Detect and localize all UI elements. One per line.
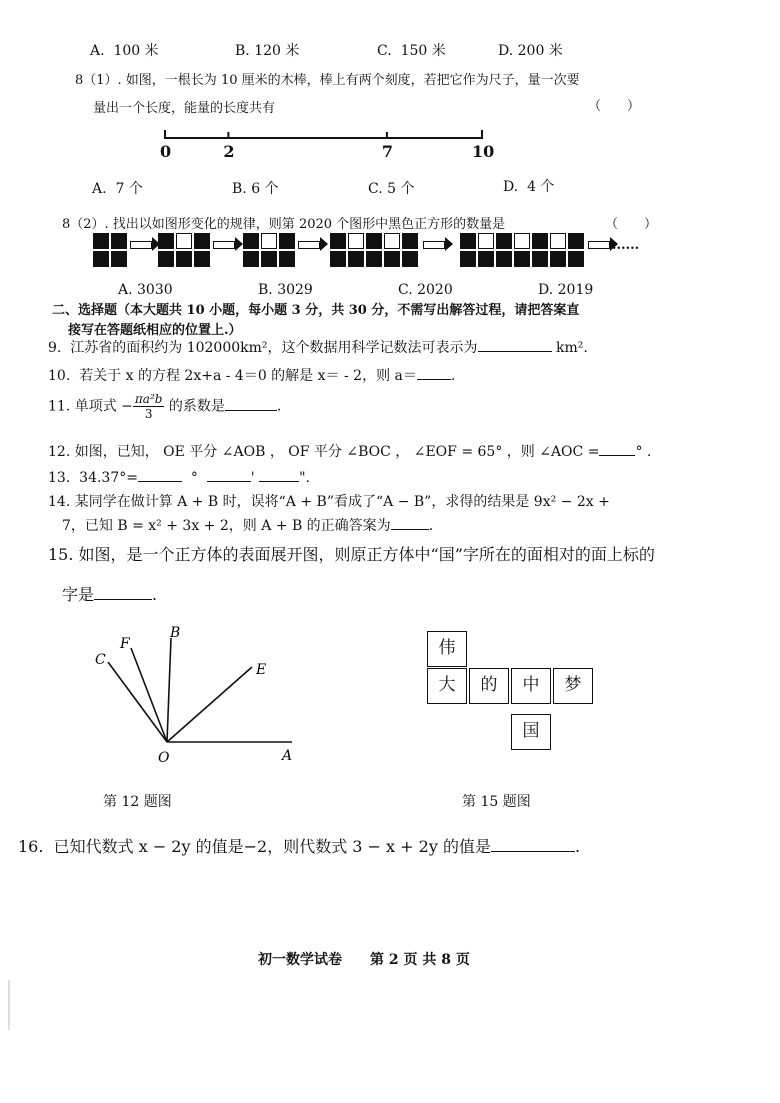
q11-fraction bbox=[133, 392, 165, 421]
pattern-square-black bbox=[176, 251, 192, 267]
pattern-square-black bbox=[158, 233, 174, 249]
label-b: B bbox=[170, 625, 181, 641]
pattern-square-black bbox=[532, 233, 548, 249]
pattern-square-white bbox=[348, 233, 364, 249]
pattern-square-black bbox=[496, 251, 512, 267]
pattern-square-black bbox=[384, 251, 400, 267]
pattern-square-black bbox=[158, 251, 174, 267]
pattern-square-black bbox=[366, 251, 382, 267]
pattern-square-black bbox=[243, 251, 259, 267]
net-cell: 伟 bbox=[427, 631, 467, 667]
q15-end: . bbox=[152, 585, 158, 604]
pattern-square-black bbox=[568, 251, 584, 267]
q10-answer-blank[interactable] bbox=[417, 365, 451, 380]
q13-second-blank[interactable] bbox=[259, 467, 299, 482]
q13-text: 13. 34.37°= bbox=[48, 470, 138, 486]
q12-end: ° . bbox=[635, 444, 652, 460]
net-cell: 的 bbox=[469, 668, 509, 704]
ray-oc bbox=[108, 662, 167, 742]
label-e: E bbox=[256, 662, 267, 678]
label-c: C bbox=[95, 652, 106, 668]
pattern-square-black bbox=[111, 233, 127, 249]
pattern-square-black bbox=[330, 233, 346, 249]
pattern-square-white bbox=[514, 233, 530, 249]
ruler-tick-label: 0 bbox=[160, 142, 172, 161]
pattern-ellipsis: ...... bbox=[612, 238, 640, 253]
q12-answer-blank[interactable] bbox=[599, 441, 635, 456]
pattern-square-black bbox=[460, 251, 476, 267]
q13-minute-mark: ' bbox=[250, 470, 255, 486]
q9 bbox=[48, 337, 588, 357]
q12 bbox=[48, 441, 651, 461]
pattern-square-black bbox=[93, 233, 109, 249]
pattern-square-black bbox=[496, 233, 512, 249]
ray-ob bbox=[167, 638, 171, 742]
q15-line2-wrap bbox=[62, 582, 157, 605]
q11-prefix: 11. 单项式 − bbox=[48, 398, 133, 415]
pattern-arrow-icon bbox=[213, 241, 235, 249]
net-cell: 国 bbox=[511, 714, 551, 750]
ruler-figure bbox=[150, 122, 510, 162]
fig15-caption: 第 15 题图 bbox=[462, 794, 531, 810]
pattern-square-black bbox=[279, 251, 295, 267]
label-a: A bbox=[282, 748, 293, 764]
pattern-square-black bbox=[261, 251, 277, 267]
q8-2-answer-paren: （ ） bbox=[605, 217, 658, 232]
section2-heading-line2: 接写在答题纸相应的位置上.） bbox=[68, 323, 242, 338]
fig12-caption: 第 12 题图 bbox=[103, 794, 172, 810]
pattern-square-black bbox=[330, 251, 346, 267]
section2-heading-line1: 二、选择题（本大题共 10 小题，每小题 3 分，共 30 分，不需写出解答过程，请把答案直 bbox=[52, 303, 580, 318]
ruler-tick-label: 2 bbox=[223, 142, 235, 161]
pattern-arrow-icon bbox=[130, 241, 152, 249]
q14-answer-blank[interactable] bbox=[391, 515, 429, 530]
q11 bbox=[48, 392, 281, 421]
pattern-square-black bbox=[366, 233, 382, 249]
scan-edge bbox=[8, 980, 10, 1030]
q13-minute-blank[interactable] bbox=[207, 467, 251, 482]
q11-numerator: πa²b bbox=[134, 392, 163, 406]
q8-1-text-line2: 量出一个长度，能量的长度共有 bbox=[93, 101, 276, 116]
q9-answer-blank[interactable] bbox=[478, 337, 552, 352]
net-cell: 中 bbox=[511, 668, 551, 704]
q8-1-text-line1: 8（1）. 如图，一根长为 10 厘米的木棒，棒上有两个刻度，若把它作为尺子，量一次要 bbox=[75, 73, 580, 88]
q8-1-option-c: C. 5 个 bbox=[368, 181, 415, 197]
pattern-square-black bbox=[568, 233, 584, 249]
ray-oe bbox=[167, 667, 252, 742]
q13-second-mark: ". bbox=[299, 470, 310, 486]
pattern-square-black bbox=[93, 251, 109, 267]
q16-answer-blank[interactable] bbox=[491, 837, 575, 852]
pattern-square-black bbox=[550, 251, 566, 267]
pattern-square-black bbox=[402, 251, 418, 267]
q8-2-option-c: C. 2020 bbox=[398, 282, 453, 298]
page-footer: 初一数学试卷 第 2 页 共 8 页 bbox=[258, 952, 470, 968]
pattern-square-black bbox=[514, 251, 530, 267]
q8-2-option-a: A. 3030 bbox=[118, 282, 173, 298]
pattern-square-white bbox=[478, 233, 494, 249]
q10-end: . bbox=[450, 368, 456, 384]
ruler-tick-label: 7 bbox=[381, 142, 394, 161]
pattern-arrow-icon bbox=[588, 241, 610, 249]
q16 bbox=[18, 834, 580, 857]
pattern-square-black bbox=[402, 233, 418, 249]
pattern-square-white bbox=[550, 233, 566, 249]
ruler-tick-label: 10 bbox=[472, 142, 495, 161]
q15-line1: 15. 如图，是一个正方体的表面展开图，则原正方体中“国”字所在的面相对的面上标的 bbox=[48, 545, 655, 564]
q7-option-a: A. 100 米 bbox=[90, 43, 159, 59]
q16-text: 16. 已知代数式 x − 2y 的值是−2，则代数式 3 − x + 2y 的值是 bbox=[18, 837, 491, 856]
pattern-square-black bbox=[460, 233, 476, 249]
pattern-square-black bbox=[532, 251, 548, 267]
q8-2-option-b: B. 3029 bbox=[258, 282, 313, 298]
label-f: F bbox=[120, 636, 130, 652]
q10 bbox=[48, 365, 455, 385]
q15-answer-blank[interactable] bbox=[94, 585, 152, 600]
q11-denominator: 3 bbox=[144, 407, 153, 421]
q15-line2: 字是 bbox=[62, 585, 95, 604]
q8-2-text: 8（2）. 找出以如图形变化的规律，则第 2020 个图形中黑色正方形的数量是 bbox=[62, 217, 506, 232]
q7-option-c: C. 150 米 bbox=[377, 43, 446, 59]
q7-option-d: D. 200 米 bbox=[498, 43, 563, 59]
pattern-square-black bbox=[111, 251, 127, 267]
pattern-arrow-icon bbox=[298, 241, 320, 249]
net-cell: 梦 bbox=[553, 668, 593, 704]
pattern-square-black bbox=[279, 233, 295, 249]
q12-text: 12. 如图，已知， OE 平分 ∠AOB ， OF 平分 ∠BOC ， ∠EOF = 65° ，则 ∠AOC = bbox=[48, 444, 600, 460]
q13-degree-blank[interactable] bbox=[138, 467, 182, 482]
q11-answer-blank[interactable] bbox=[225, 396, 277, 411]
fig12-angle-diagram bbox=[80, 620, 310, 770]
q14-line2-wrap bbox=[62, 515, 433, 535]
q13-degree-mark: ° bbox=[190, 470, 198, 486]
q13 bbox=[48, 467, 310, 486]
q11-suffix: 的系数是 bbox=[164, 398, 225, 415]
pattern-square-black bbox=[348, 251, 364, 267]
q14-line1: 14. 某同学在做计算 A + B 时，误将“A + B”看成了“A − B”，求得的结果是 9x² − 2x + bbox=[48, 494, 610, 510]
pattern-square-white bbox=[176, 233, 192, 249]
ray-of bbox=[131, 648, 167, 742]
q8-1-option-d: D. 4 个 bbox=[503, 179, 555, 195]
q14-end: . bbox=[428, 518, 434, 534]
q7-option-b: B. 120 米 bbox=[235, 43, 300, 59]
pattern-square-black bbox=[194, 251, 210, 267]
pattern-square-black bbox=[243, 233, 259, 249]
q10-text: 10. 若关于 x 的方程 2x+a - 4＝0 的解是 x＝ - 2，则 a＝ bbox=[48, 368, 417, 384]
q8-2-option-d: D. 2019 bbox=[538, 282, 594, 298]
pattern-square-white bbox=[384, 233, 400, 249]
q14-line2: 7，已知 B = x² + 3x + 2，则 A + B 的正确答案为 bbox=[62, 518, 391, 534]
pattern-square-white bbox=[261, 233, 277, 249]
q11-end: . bbox=[276, 398, 282, 415]
q9-text: 9. 江苏省的面积约为 102000km²，这个数据用科学记数法可表示为 bbox=[48, 340, 478, 356]
q9-unit: km². bbox=[555, 340, 588, 356]
pattern-square-black bbox=[194, 233, 210, 249]
q8-1-answer-paren: （ ） bbox=[588, 99, 641, 114]
label-o: O bbox=[158, 750, 170, 766]
pattern-square-black bbox=[478, 251, 494, 267]
q16-end: . bbox=[574, 837, 581, 856]
q8-1-option-b: B. 6 个 bbox=[232, 181, 279, 197]
pattern-arrow-icon bbox=[423, 241, 445, 249]
q8-1-option-a: A. 7 个 bbox=[92, 181, 143, 197]
net-cell: 大 bbox=[427, 668, 467, 704]
